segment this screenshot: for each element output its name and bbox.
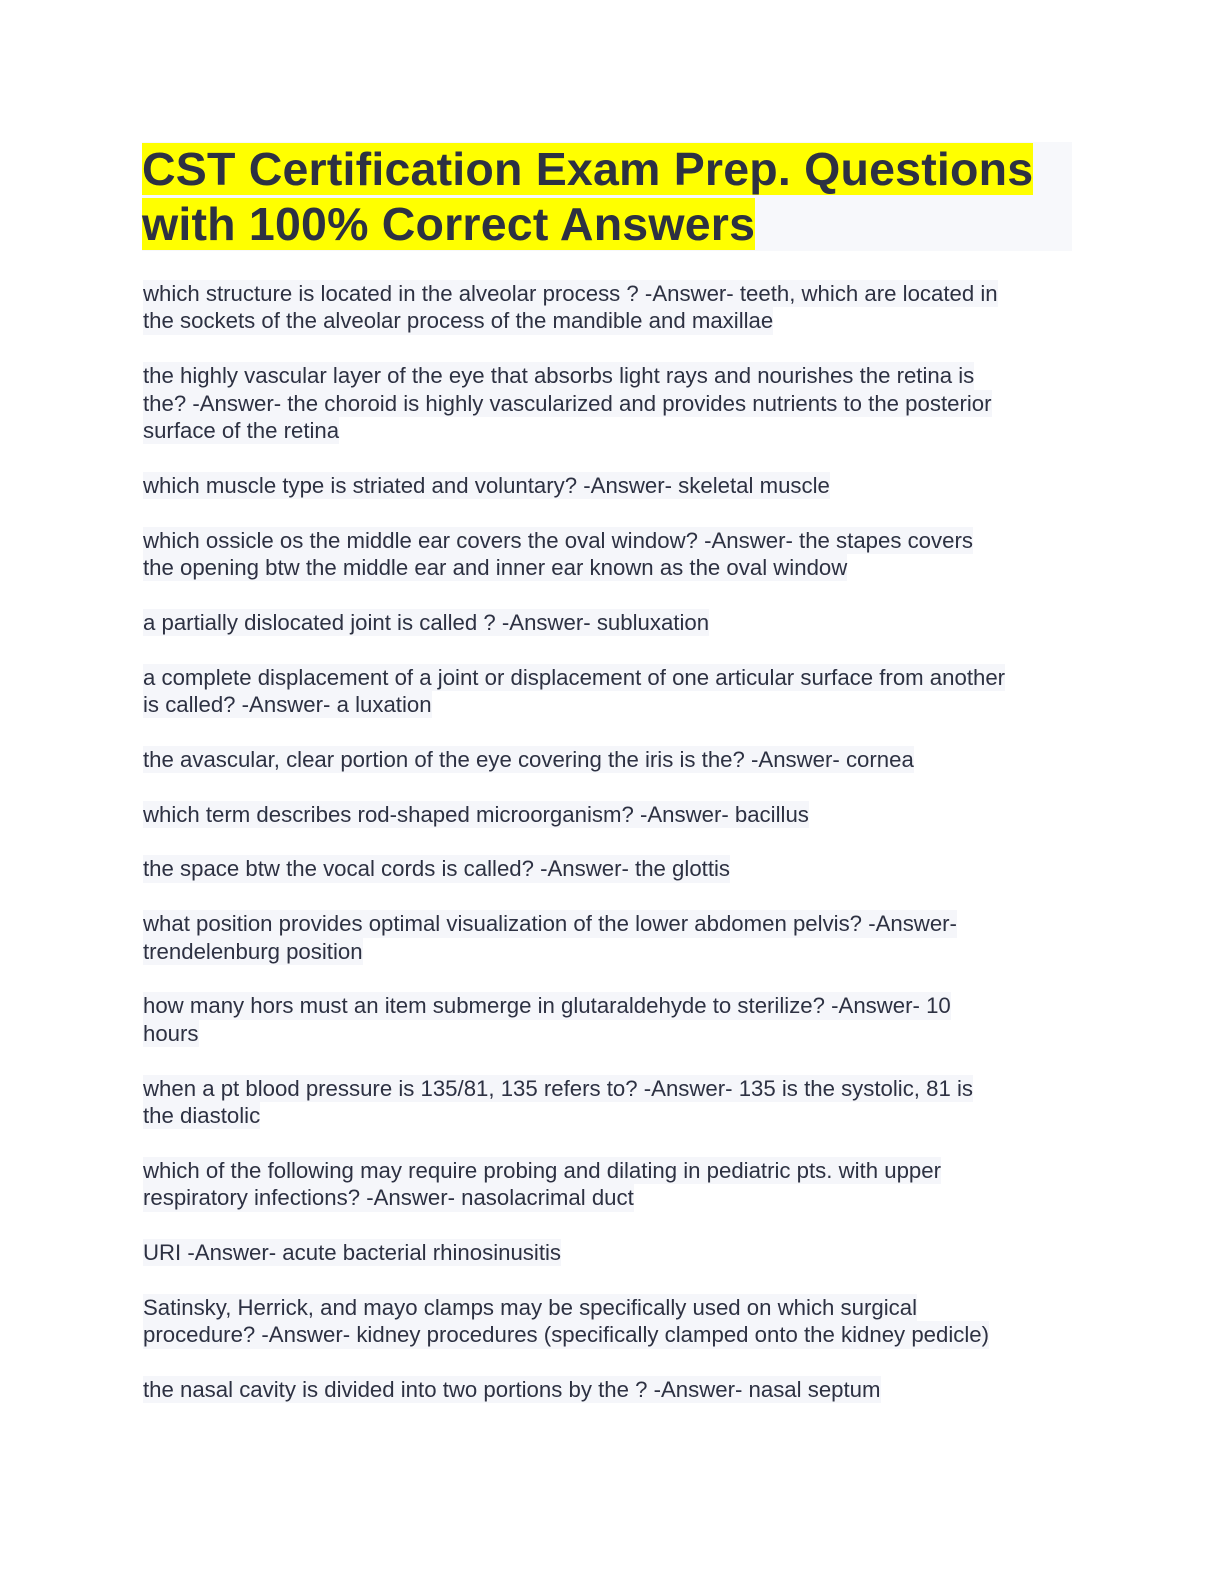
question-answer-line: trendelenburg position <box>143 938 363 964</box>
question-answer-line: the space btw the vocal cords is called? -Answer- the glottis <box>143 856 731 882</box>
question-answer-item <box>143 746 1083 773</box>
question-list <box>143 280 1083 1431</box>
question-answer-item <box>143 609 1083 636</box>
question-answer-item <box>143 527 1083 582</box>
question-answer-line: procedure? -Answer- kidney procedures (specifically clamped onto the kidney pedicle) <box>143 1322 990 1348</box>
question-answer-item <box>143 1294 1083 1349</box>
question-answer-line: a complete displacement of a joint or displacement of one articular surface from another <box>143 664 1006 690</box>
question-answer-item <box>143 910 1083 965</box>
question-answer-line: which term describes rod-shaped microorganism? -Answer- bacillus <box>143 801 809 827</box>
question-answer-item <box>143 1376 1083 1403</box>
title-line: with 100% Correct Answers <box>142 197 756 250</box>
question-answer-line: the nasal cavity is divided into two portions by the ? -Answer- nasal septum <box>143 1377 881 1403</box>
question-answer-item <box>143 801 1083 828</box>
question-answer-line: the sockets of the alveolar process of the mandible and maxillae <box>143 308 774 334</box>
question-answer-item <box>143 992 1083 1047</box>
question-answer-line: the avascular, clear portion of the eye covering the iris is the? -Answer- cornea <box>143 746 914 772</box>
title-block <box>142 142 1072 251</box>
question-answer-line: the opening btw the middle ear and inner ear known as the oval window <box>143 555 848 581</box>
question-answer-line: which structure is located in the alveolar process ? -Answer- teeth, which are located in <box>143 281 998 306</box>
question-answer-line: what position provides optimal visualization of the lower abdomen pelvis? -Answer- <box>143 911 957 937</box>
question-answer-item <box>143 1157 1083 1212</box>
question-answer-line: Satinsky, Herrick, and mayo clamps may be specifically used on which surgical <box>143 1294 917 1320</box>
question-answer-line: a partially dislocated joint is called ? -Answer- subluxation <box>143 609 710 635</box>
question-answer-item <box>143 472 1083 499</box>
question-answer-line: which ossicle os the middle ear covers the oval window? -Answer- the stapes covers <box>143 527 973 553</box>
question-answer-line: surface of the retina <box>143 418 340 444</box>
question-answer-item <box>143 664 1083 719</box>
question-answer-item <box>143 1239 1083 1266</box>
question-answer-line: how many hors must an item submerge in glutaraldehyde to sterilize? -Answer- 10 <box>143 993 951 1019</box>
question-answer-item <box>143 280 1083 335</box>
question-answer-item <box>143 362 1083 444</box>
question-answer-line: which of the following may require probing and dilating in pediatric pts. with upper <box>143 1157 941 1183</box>
question-answer-item <box>143 855 1083 882</box>
question-answer-line: URI -Answer- acute bacterial rhinosinusitis <box>143 1240 562 1266</box>
question-answer-line: the highly vascular layer of the eye that absorbs light rays and nourishes the retina is <box>143 363 975 389</box>
question-answer-line: the? -Answer- the choroid is highly vascularized and provides nutrients to the posterior <box>143 390 992 416</box>
question-answer-line: the diastolic <box>143 1103 261 1129</box>
question-answer-line: which muscle type is striated and voluntary? -Answer- skeletal muscle <box>143 472 830 498</box>
question-answer-line: is called? -Answer- a luxation <box>143 692 432 718</box>
question-answer-line: respiratory infections? -Answer- nasolacrimal duct <box>143 1185 634 1211</box>
question-answer-line: hours <box>143 1020 199 1046</box>
document-title <box>142 142 1072 251</box>
title-line: CST Certification Exam Prep. Questions <box>142 143 1034 195</box>
question-answer-item <box>143 1075 1083 1130</box>
question-answer-line: when a pt blood pressure is 135/81, 135 refers to? -Answer- 135 is the systolic, 81 is <box>143 1075 974 1101</box>
